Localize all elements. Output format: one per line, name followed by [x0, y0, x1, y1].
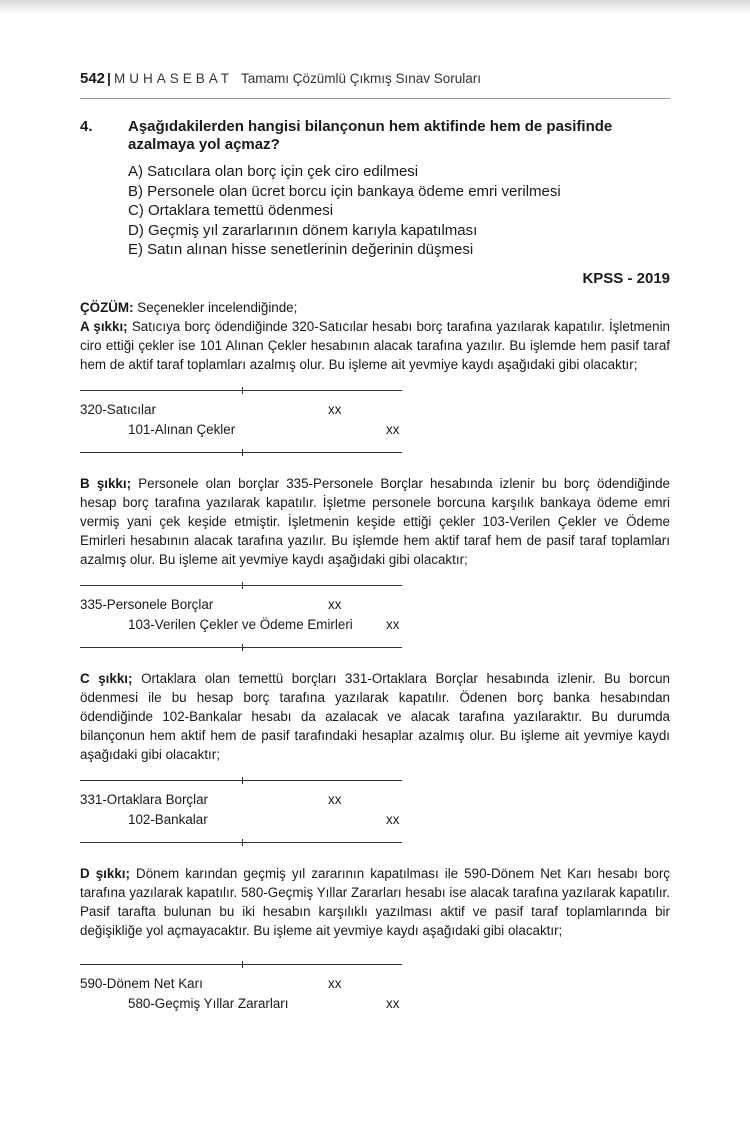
journal-debit-account: 590-Dönem Net Karı: [80, 976, 203, 991]
journal-entry-c: [80, 774, 410, 856]
journal-debit-amount: xx: [328, 402, 342, 417]
journal-credit-amount: xx: [386, 812, 400, 827]
journal-bottom-rule: [80, 452, 402, 453]
journal-debit-account: 331-Ortaklara Borçlar: [80, 792, 209, 807]
solution-intro: Seçenekler incelendiğinde;: [137, 300, 298, 315]
book-subject: MUHASEBAT: [113, 71, 233, 86]
journal-credit-account: 101-Alınan Çekler: [128, 422, 236, 437]
option-e: E) Satın alınan hisse senetlerinin değerinin düşmesi: [128, 241, 474, 258]
journal-debit-amount: xx: [328, 976, 342, 991]
option-c: C) Ortaklara temettü ödenmesi: [128, 202, 334, 219]
journal-debit-amount: xx: [328, 792, 342, 807]
journal-credit-amount: xx: [386, 996, 400, 1011]
option-a-explanation: [80, 317, 670, 374]
question-text: Aşağıdakilerden hangisi bilançonun hem aktifinde hem de pasifinde azalmaya yol açmaz?: [128, 118, 613, 153]
page-number: 542: [80, 70, 106, 87]
solution-title: ÇÖZÜM:: [80, 300, 134, 315]
journal-credit-account: 102-Bankalar: [128, 812, 208, 827]
option-b-label: B şıkkı;: [80, 476, 132, 491]
journal-debit-account: 335-Personele Borçlar: [80, 597, 214, 612]
journal-top-rule: [80, 964, 402, 965]
journal-credit-account: 103-Verilen Çekler ve Ödeme Emirleri: [128, 617, 353, 632]
question-block: [80, 118, 670, 260]
option-d-text: Dönem karından geçmiş yıl zararının kapatılması ile 590-Dönem Net Karı hesabı borç tarafına yazılarak kapatılır. 580-Geçmiş Yıllar Zararları hesabı ise alacak tarafına yazılarak kapatılır. Pasif tarafta bulunan bu iki hesabın karşılıklı yazılması aktif ve pasif taraf toplamlarında bir değişikliğe yol açmayacaktır. Bu işleme ait yevmiye kaydı aşağıdaki gibi olacaktır;: [80, 866, 670, 938]
solution-heading: [80, 298, 670, 317]
journal-credit-account: 580-Geçmiş Yıllar Zararları: [128, 996, 289, 1011]
book-series-title: Tamamı Çözümlü Çıkmış Sınav Soruları: [240, 71, 482, 86]
option-c-explanation: [80, 669, 670, 764]
scan-top-shadow: [0, 0, 750, 14]
solution-block: [80, 298, 670, 1048]
option-a-label: A şıkkı;: [80, 319, 128, 334]
journal-bottom-rule: [80, 647, 402, 648]
journal-entry-d: [80, 958, 410, 1040]
journal-top-rule: [80, 585, 402, 586]
journal-entry-b: [80, 579, 410, 661]
option-b-text: Personele olan borçlar 335-Personele Borçlar hesabında izlenir bu borç ödendiğinde hesap borç tarafına yazılarak kapatılır. İşletme personele borcuna karşılık bankaya ödeme emri vermiş yani çek keşide etmiştir. İşletmenin keşide ettiği çekler 103-Verilen Çekler ve Ödeme Emirleri hesabının alacak tarafına yazılır. Bu işlemde hem aktif taraf hem de pasif taraf toplamları azalmış olur. Bu işleme ait yevmiye kaydı aşağıdaki gibi olacaktır;: [80, 476, 670, 567]
option-b: B) Personele olan ücret borcu için bankaya ödeme emri verilmesi: [128, 182, 561, 200]
journal-credit-amount: xx: [386, 617, 400, 632]
journal-top-rule: [80, 390, 402, 391]
journal-bottom-rule: [80, 842, 402, 843]
header-separator: |: [107, 70, 111, 86]
journal-credit-amount: xx: [386, 422, 400, 437]
option-a: A) Satıcılara olan borç için çek ciro edilmesi: [128, 163, 419, 180]
journal-entry-a: [80, 384, 410, 466]
exam-tag: KPSS - 2019: [582, 270, 670, 287]
option-a-text: Satıcıya borç ödendiğinde 320-Satıcılar hesabı borç tarafına yazılarak kapatılır. İşletmenin ciro ettiği çekler ise 101 Alınan Çekler hesabının alacak tarafına yazılır. Bu işlemde hem pasif taraf hem de aktif taraf toplamları azalmış olur. Bu işleme ait yevmiye kaydı aşağıdaki gibi olacaktır;: [80, 319, 670, 372]
page-header: [80, 70, 680, 87]
header-rule: [80, 98, 670, 99]
option-c-text: Ortaklara olan temettü borçları 331-Ortaklara Borçlar hesabında izlenir. Bu borcun ödenmesi ile bu hesap borç tarafına yazılarak kapatılır. Ödenen borç banka hesabından ödendiğinde 102-Bankalar hesabı da azalacak ve alacak tarafına yazılaraktır. Bu durumda bilançonun hem aktif hem de pasif tarafındaki hesaplar azalmış olur. Bu işleme ait yevmiye kaydı aşağıdaki gibi olacaktır;: [80, 671, 670, 762]
journal-top-rule: [80, 780, 402, 781]
journal-debit-account: 320-Satıcılar: [80, 402, 156, 417]
option-d-label: D şıkkı;: [80, 866, 130, 881]
answer-options: [128, 162, 670, 260]
option-b-explanation: [80, 474, 670, 569]
option-c-label: C şıkkı;: [80, 671, 133, 686]
question-number: 4.: [80, 118, 93, 135]
option-d-explanation: [80, 864, 670, 940]
journal-debit-amount: xx: [328, 597, 342, 612]
option-d: D) Geçmiş yıl zararlarının dönem karıyla kapatılması: [128, 221, 478, 239]
